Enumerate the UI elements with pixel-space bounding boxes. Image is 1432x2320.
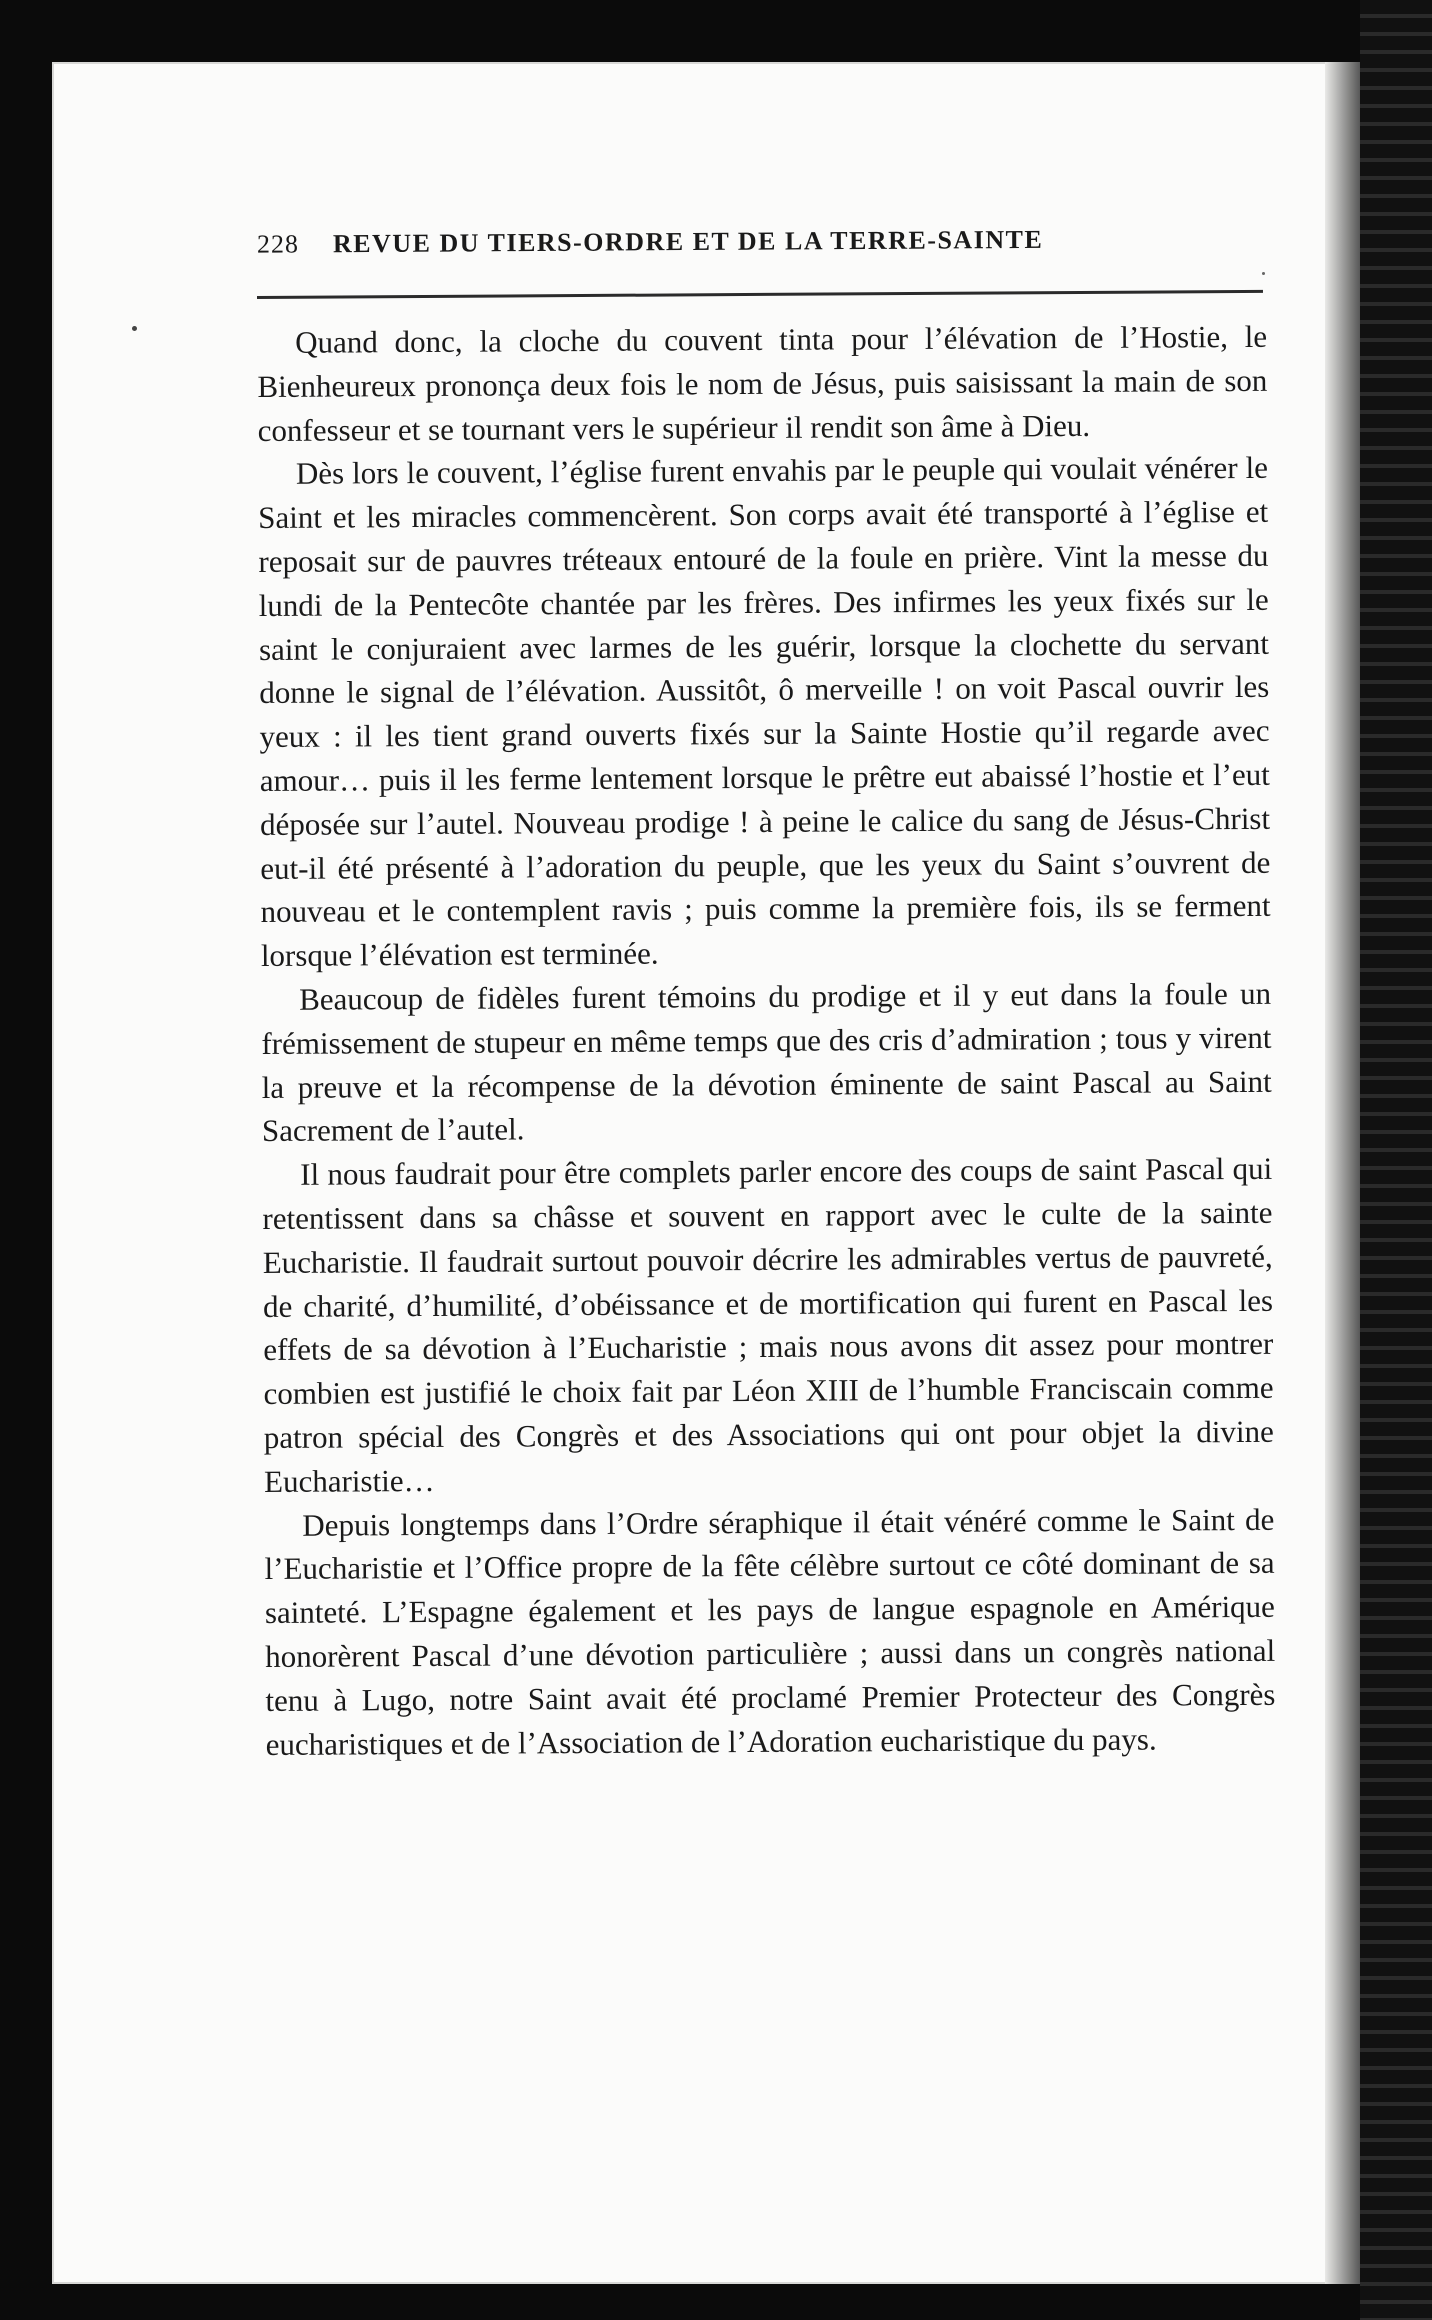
book-spine-edge	[1360, 0, 1432, 2320]
paragraph: Il nous faudrait pour être complets parler encore des coups de saint Pascal qui retentissent dans sa châsse et souvent en rapport avec le culte de la sainte Eucharistie. Il faudrait surtout pouvoir décrire les admirables vertus de pauvreté, de charité, d’humilité, d’obéissance et de mortification qui furent en Pascal les effets de sa dévotion à l’Eucharistie ; mais nous avons dit assez pour montrer combien est justifié le choix fait par Léon XIII de l’humble Franciscain comme patron spécial des Congrès et des Associations qui ont pour objet la divine Eucharistie…	[262, 1150, 1274, 1499]
running-head	[205, 224, 1265, 270]
running-title: REVUE DU TIERS-ORDRE ET DE LA TERRE-SAINTE	[332, 224, 1044, 259]
paragraph: Beaucoup de fidèles furent témoins du prodige et il y eut dans la foule un frémissement de stupeur en même temps que des cris d’admiration ; tous y virent la preuve et la récompense de la dévotion éminente de saint Pascal au Saint Sacrement de l’autel.	[261, 975, 1272, 1149]
paragraph: Depuis longtemps dans l’Ordre séraphique il était vénéré comme le Saint de l’Eucharistie et l’Office propre de la fête célèbre surtout ce côté dominant de sa sainteté. L’Espagne également et les pays de langue espagnole en Amérique honorèrent Pascal d’une dévotion particulière ; aussi dans un congrès national tenu à Lugo, notre Saint avait été proclamé Premier Protecteur des Congrès eucharistiques et de l’Association de l’Adoration eucharistique du pays.	[264, 1501, 1276, 1762]
paragraph: Quand donc, la cloche du couvent tinta pour l’élévation de l’Hostie, le Bienheureux prononça deux fois le nom de Jésus, puis saisissant la main de son confesseur et se tournant vers le supérieur il rendit son âme à Dieu.	[257, 318, 1268, 448]
paragraph: Dès lors le couvent, l’église furent envahis par le peuple qui voulait vénérer le Saint et les miracles commencèrent. Son corps avait été transporté à l’église et reposait sur de pauvres tréteaux entouré de la foule en prière. Vint la messe du lundi de la Pentecôte chantée par les frères. Des infirmes les yeux fixés sur le saint le conjuraient avec larmes de les guérir, lorsque la clochette du servant donne le signal de l’élévation. Aussitôt, ô merveille ! on voit Pascal ouvrir les yeux : il les tient grand ouverts fixés sur la Sainte Hostie qu’il regarde avec amour… puis il les ferme lentement lorsque le prêtre eut abaissé l’hostie et l’eut déposée sur l’autel. Nouveau prodige ! à peine le calice du sang de Jésus-Christ eut-il été présenté à l’adoration du peuple, que les yeux du Saint s’ouvrent de nouveau et le contemplent ravis ; puis comme la première fois, ils se ferment lorsque l’élévation est terminée.	[258, 450, 1271, 974]
page-number: 228	[256, 229, 300, 259]
margin-speck	[132, 326, 137, 331]
body-text	[257, 315, 1276, 1766]
page-content	[205, 224, 1276, 1766]
header-rule	[257, 290, 1263, 299]
